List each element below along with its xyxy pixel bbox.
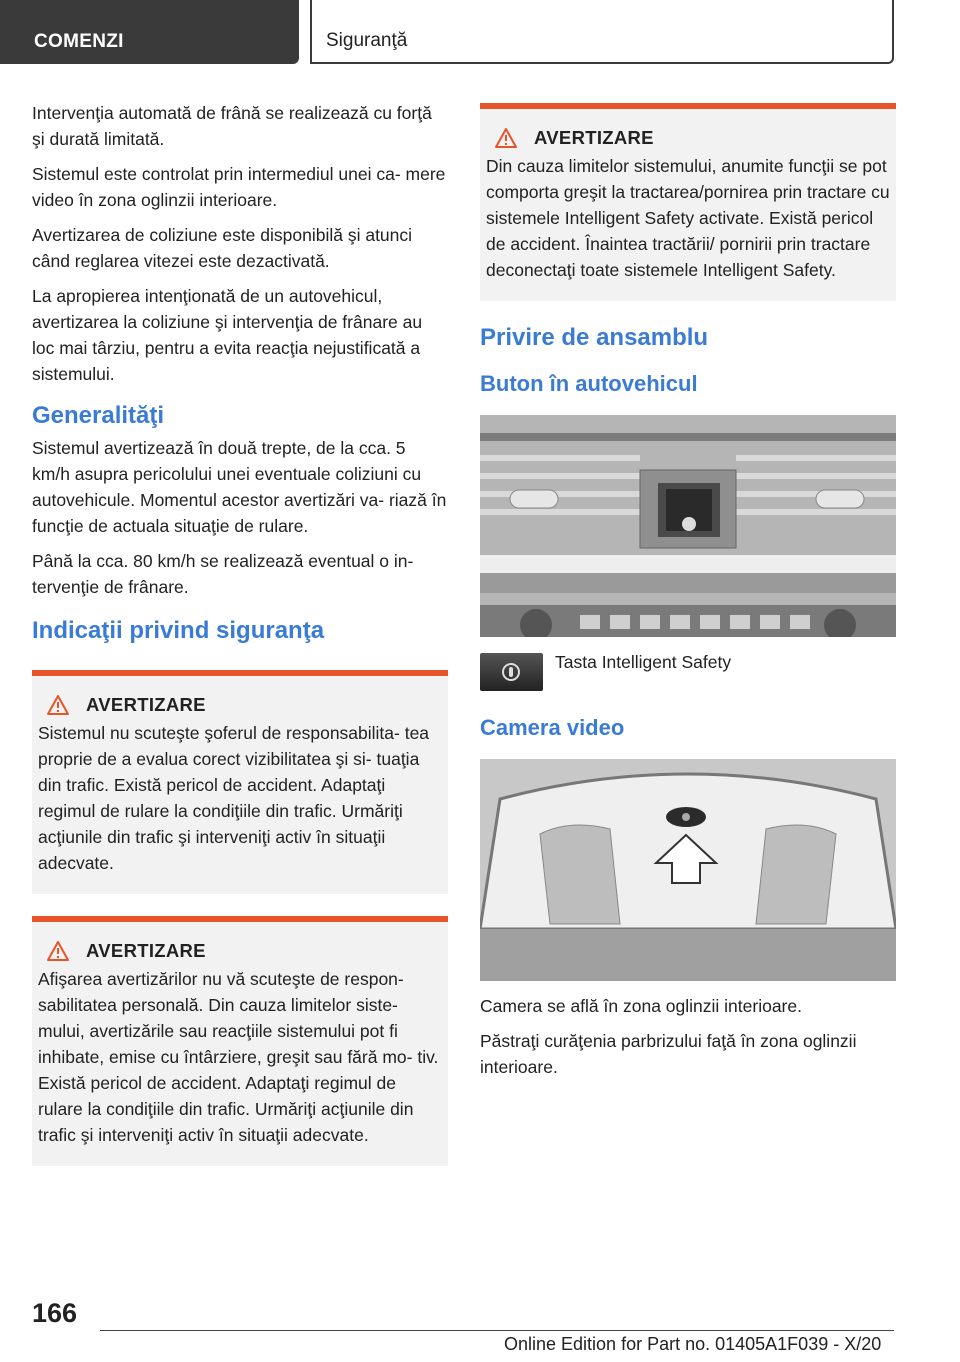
paragraph: Sistemul este controlat prin intermediul unei ca- mere video în zona oglinzii interioare. — [32, 164, 446, 210]
heading-camera: Camera video — [480, 715, 625, 740]
warning-text: Afişarea avertizărilor nu vă scuteşte de respon- sabilitatea personală. Din cauza limitelor siste- mului, avertizările sau reacţiile sistemului pot fi inhibate, emise cu întârziere, greşit sau fără mo- tiv. Există pericol de accident. Adaptaţi regimul de rulare la condiţiile din trafic. Urmăriţi acţiunile din trafic şi interveniţi activ în situaţii adecvate. — [38, 969, 439, 1145]
paragraph: Până la cca. 80 km/h se realizează eventual o in- tervenţie de frânare. — [32, 551, 414, 597]
warning-text: Din cauza limitelor sistemului, anumite funcţii se pot comporta greşit la tractarea/pornirea prin tractare cu sistemele Intelligent Safety activate. Există pericol de accident. Înaintea tractării/ pornirii prin tractare deconectaţi toate sistemele Intelligent Safety. — [486, 156, 890, 280]
warning-box — [32, 916, 448, 1166]
paragraph: Camera se află în zona oglinzii interioare. — [480, 996, 802, 1016]
chapter-tab — [310, 0, 894, 64]
footer-edition: Online Edition for Part no. 01405A1F039 - X/20 — [504, 1334, 882, 1354]
page-number: 166 — [32, 1298, 78, 1328]
warning-title: AVERTIZARE — [534, 127, 654, 148]
paragraph: Sistemul avertizează în două trepte, de la cca. 5 km/h asupra pericolului unei eventuale coliziuni cu autovehicule. Momentul acestor avertizări va- riază în funcţie de actuala situaţie de rulare. — [32, 438, 447, 536]
right-column — [480, 103, 896, 1089]
warning-box — [32, 670, 448, 894]
section-title: COMENZI — [34, 31, 124, 52]
paragraph: Intervenţia automată de frână se realizează cu forţă şi durată limitată. — [32, 103, 432, 149]
paragraph: Avertizarea de coliziune este disponibilă şi atunci când reglarea vitezei este dezactivată. — [32, 225, 413, 271]
section-tab — [0, 0, 299, 64]
dashboard-button-photo — [480, 415, 896, 637]
heading-safety: Indicaţii privind siguranţa — [32, 617, 325, 644]
warning-title: AVERTIZARE — [86, 940, 206, 961]
warning-triangle-icon — [494, 127, 518, 149]
chapter-title: Siguranţă — [326, 30, 408, 51]
button-caption-row — [480, 653, 896, 691]
warning-triangle-icon — [46, 694, 70, 716]
paragraph: Păstraţi curăţenia parbrizului faţă în zona oglinzii interioare. — [480, 1031, 857, 1077]
heading-general: Generalităţi — [32, 402, 165, 429]
footer-divider — [100, 1330, 894, 1331]
warning-triangle-icon — [46, 940, 70, 962]
paragraph: La apropierea intenţionată de un autovehicul, avertizarea la coliziune şi intervenţia de frânare au loc mai târziu, pentru a evita reacţia nejustificată a sistemului. — [32, 286, 423, 384]
left-column — [32, 100, 448, 1186]
heading-overview: Privire de ansamblu — [480, 324, 709, 351]
warning-text: Sistemul nu scuteşte şoferul de responsabilita- tea proprie de a evalua corect vizibilitatea şi si- tuaţia din trafic. Există pericol de accident. Adaptaţi regimul de rulare la condiţiile din trafic. Urmăriţi acţiunile din trafic şi interveniţi activ în situaţii adecvate. — [38, 723, 430, 873]
warning-box — [480, 103, 896, 301]
camera-photo — [480, 759, 896, 981]
warning-title: AVERTIZARE — [86, 694, 206, 715]
heading-button: Buton în autovehicul — [480, 371, 698, 396]
intelligent-safety-icon — [501, 662, 521, 682]
intelligent-safety-key — [480, 653, 543, 691]
button-caption: Tasta Intelligent Safety — [555, 652, 732, 672]
